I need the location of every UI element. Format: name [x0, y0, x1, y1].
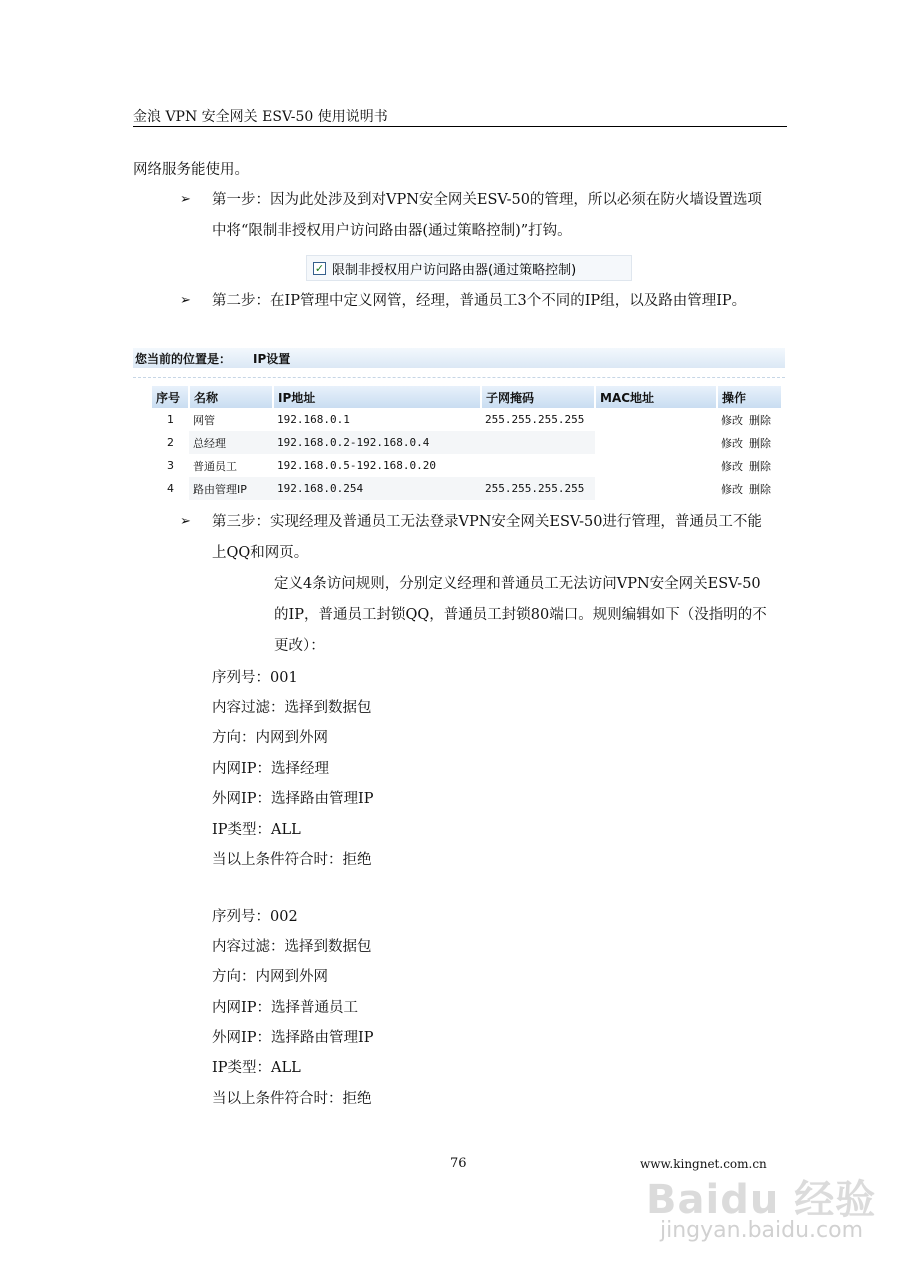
col-header-mac: MAC地址	[595, 386, 717, 408]
row-mask	[481, 431, 595, 454]
delete-link[interactable]: 删除	[749, 436, 771, 450]
rule1-inner-ip: 内网IP：选择经理	[212, 761, 329, 777]
row-num: 4	[167, 482, 174, 495]
step3-line2: 上QQ和网页。	[212, 545, 309, 561]
baidu-watermark-logo: Baidu 经验	[646, 1177, 877, 1223]
rule1-outer-ip: 外网IP：选择路由管理IP	[212, 791, 374, 807]
col-header-ip: IP地址	[273, 386, 481, 408]
rule2-inner-ip: 内网IP：选择普通员工	[212, 1000, 358, 1016]
step3-line1: 第三步：实现经理及普通员工无法登录VPN安全网关ESV-50进行管理，普通员工不能	[212, 514, 762, 530]
edit-link[interactable]: 修改	[721, 436, 743, 450]
rule2-outer-ip: 外网IP：选择路由管理IP	[212, 1030, 374, 1046]
rules-intro-line1: 定义4条访问规则，分别定义经理和普通员工无法访问VPN安全网关ESV-50	[274, 576, 761, 592]
row-mac	[595, 408, 717, 431]
delete-link[interactable]: 删除	[749, 413, 771, 427]
col-header-action: 操作	[717, 386, 782, 408]
bullet-icon: ➢	[180, 293, 191, 308]
row-ip: 192.168.0.1	[277, 413, 350, 426]
row-ip: 192.168.0.5-192.168.0.20	[277, 459, 436, 472]
row-mask: 255.255.255.255	[481, 477, 595, 500]
rule1-seq: 序列号：001	[212, 670, 298, 686]
row-actions	[717, 454, 782, 477]
rule2-action: 当以上条件符合时：拒绝	[212, 1091, 372, 1107]
header-rule	[133, 126, 787, 127]
rule1-ip-type: IP类型：ALL	[212, 822, 301, 838]
row-ip: 192.168.0.2-192.168.0.4	[273, 431, 481, 454]
page-header: 金浪 VPN 安全网关 ESV-50 使用说明书	[133, 109, 388, 125]
rule1-direction: 方向：内网到外网	[212, 730, 328, 746]
row-num: 2	[167, 436, 174, 449]
rule1-filter: 内容过滤：选择到数据包	[212, 700, 372, 716]
rule1-action: 当以上条件符合时：拒绝	[212, 852, 372, 868]
row-mask: 255.255.255.255	[485, 413, 585, 426]
rules-intro-line2: 的IP，普通员工封锁QQ，普通员工封锁80端口。规则编辑如下（没指明的不	[274, 607, 767, 623]
bullet-icon: ➢	[180, 192, 191, 207]
ip-table	[152, 386, 783, 500]
delete-link[interactable]: 删除	[749, 459, 771, 473]
row-name: 路由管理IP	[189, 477, 273, 500]
rules-intro-line3: 更改）：	[274, 638, 325, 654]
restrict-router-access-checkbox[interactable]	[313, 262, 326, 275]
row-name: 普通员工	[193, 459, 237, 473]
rule2-ip-type: IP类型：ALL	[212, 1060, 301, 1076]
table-row	[152, 477, 782, 500]
edit-link[interactable]: 修改	[721, 459, 743, 473]
checkbox-label: 限制非授权用户访问路由器(通过策略控制)	[332, 262, 577, 278]
row-actions	[717, 431, 782, 454]
table-row	[152, 431, 782, 454]
location-value: IP设置	[253, 351, 291, 366]
restrict-router-access-option[interactable]	[306, 255, 632, 281]
row-mac	[595, 431, 717, 454]
baidu-watermark-url: jingyan.baidu.com	[660, 1218, 864, 1243]
edit-link[interactable]: 修改	[721, 482, 743, 496]
col-header-num: 序号	[152, 386, 189, 408]
footer-url: www.kingnet.com.cn	[640, 1157, 767, 1171]
step1-line1: 第一步：因为此处涉及到对VPN安全网关ESV-50的管理，所以必须在防火墙设置选项	[212, 192, 762, 208]
row-name: 网管	[193, 413, 215, 427]
location-label: 您当前的位置是：	[135, 351, 232, 366]
rule2-direction: 方向：内网到外网	[212, 969, 328, 985]
delete-link[interactable]: 删除	[749, 482, 771, 496]
col-header-name: 名称	[189, 386, 273, 408]
edit-link[interactable]: 修改	[721, 413, 743, 427]
col-header-mask: 子网掩码	[481, 386, 595, 408]
divider	[133, 377, 785, 378]
row-ip: 192.168.0.254	[273, 477, 481, 500]
table-row	[152, 408, 782, 431]
table-header-row	[152, 386, 782, 408]
table-row	[152, 454, 782, 477]
bullet-icon: ➢	[180, 514, 191, 529]
row-mask	[481, 454, 595, 477]
step1-line2: 中将“限制非授权用户访问路由器(通过策略控制)”打钩。	[212, 223, 572, 239]
row-mac	[595, 477, 717, 500]
row-actions	[717, 408, 782, 431]
row-name: 总经理	[189, 431, 273, 454]
row-mac	[595, 454, 717, 477]
page-number: 76	[450, 1156, 467, 1171]
intro-line: 网络服务能使用。	[133, 162, 249, 178]
location-bar	[133, 348, 785, 368]
rule2-filter: 内容过滤：选择到数据包	[212, 939, 372, 955]
checkmark-icon: ✓	[314, 261, 325, 275]
rule2-seq: 序列号：002	[212, 909, 298, 925]
row-num: 1	[167, 413, 174, 426]
row-actions	[717, 477, 782, 500]
row-num: 3	[167, 459, 174, 472]
step2-text: 第二步：在IP管理中定义网管，经理，普通员工3个不同的IP组，以及路由管理IP。	[212, 293, 747, 309]
